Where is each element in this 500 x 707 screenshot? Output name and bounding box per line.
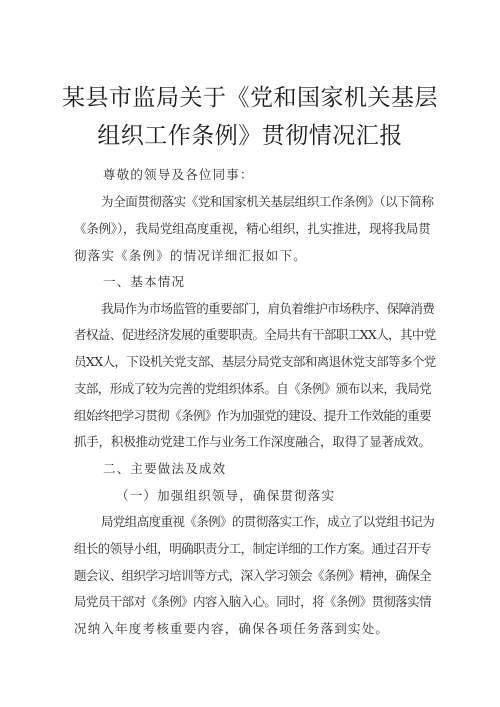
document-title-line-1: 某县市监局关于《党和国家机关基层 (62, 85, 438, 111)
section1-line: 组始终把学习贯彻《条例》作为加强党的建设、提升工作效能的重要 (74, 408, 432, 423)
intro-line: 彻落实《条例》的情况详细汇报如下。 (74, 248, 307, 263)
document-title-line-2: 组织工作条例》贯彻情况汇报 (97, 123, 403, 149)
subsection1-line: 局党组高度重视《条例》的贯彻落实工作，成立了以党组书记为 (101, 514, 435, 529)
section1-line: 我局作为市场监管的重要部门，肩负着维护市场秩序、保障消费 (101, 301, 435, 316)
section-heading-basic: 一、基本情况 (103, 274, 186, 289)
section1-line: 者权益、促进经济发展的重要职责。全局共有干部职工XX人，其中党 (74, 327, 436, 342)
subsection-heading-leadership: （一）加强组织领导，确保贯彻落实 (116, 488, 336, 503)
salutation: 尊敬的领导及各位同事： (103, 167, 254, 182)
subsection1-line: 题会议、组织学习培训等方式，深入学习领会《条例》精神，确保全 (74, 568, 432, 583)
intro-line: 《条例》），我局党组高度重视，精心组织，扎实推进，现将我局贯 (74, 221, 431, 236)
subsection1-line: 组长的领导小组，明确职责分工，制定详细的工作方案。通过召开专 (74, 541, 432, 556)
section1-line: 员XX人，下设机关党支部、基层分局党支部和离退休党支部等多个党 (74, 354, 436, 369)
subsection1-line: 局党员干部对《条例》内容入脑入心。同时，将《条例》贯彻落实情 (74, 594, 432, 609)
intro-line: 为全面贯彻落实《党和国家机关基层组织工作条例》（以下简称 (101, 194, 434, 209)
section-heading-measures: 二、主要做法及成效 (103, 461, 227, 476)
subsection1-line: 况纳入年度考核重要内容，确保各项任务落到实处。 (74, 621, 390, 636)
section1-line: 抓手，积极推动党建工作与业务工作深度融合，取得了显著成效。 (74, 434, 431, 449)
section1-line: 支部，形成了较为完善的党组织体系。自《条例》颁布以来，我局党 (74, 381, 432, 396)
